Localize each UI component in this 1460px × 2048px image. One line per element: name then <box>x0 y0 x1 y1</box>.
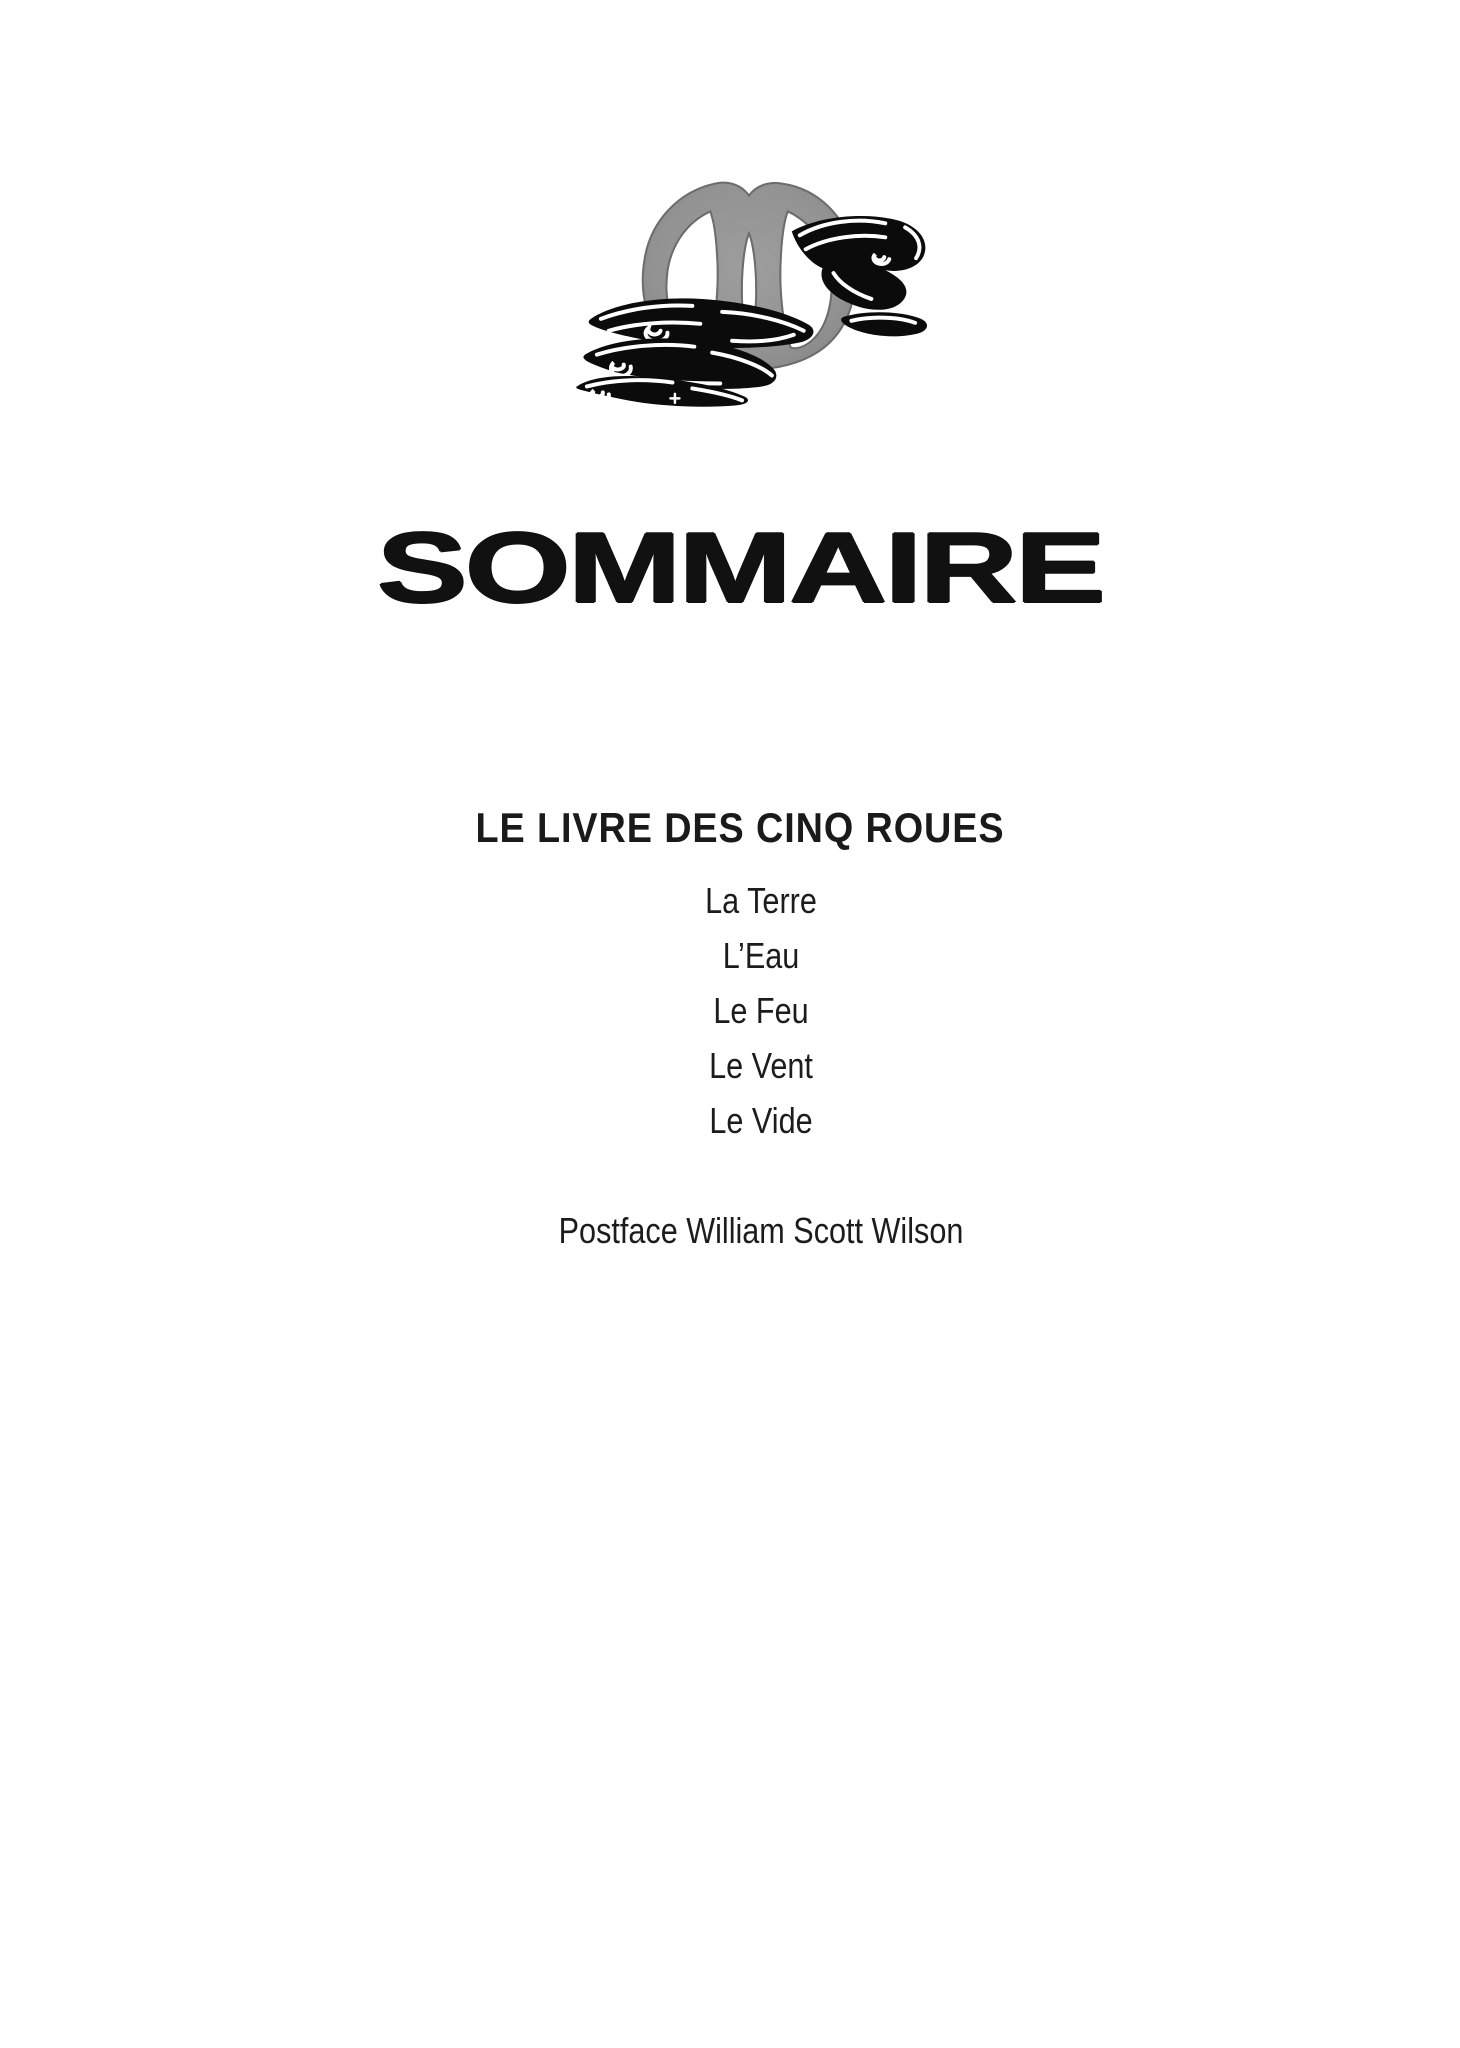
page-title: SOMMAIRE <box>376 512 1104 624</box>
book-title: LE LIVRE DES CINQ ROUES <box>475 804 1005 851</box>
postface-line: Postface William Scott Wilson <box>558 1210 964 1251</box>
chapter-item: Le Vide <box>709 1100 813 1141</box>
chapter-list <box>705 873 817 1148</box>
emblem <box>573 171 931 407</box>
chapter-item: La Terre <box>705 880 817 921</box>
chapter-item: Le Vent <box>709 1045 813 1086</box>
chapter-item: Le Feu <box>713 990 809 1031</box>
chapter-item: L’Eau <box>722 935 800 976</box>
tsuba-sword-guard-icon <box>573 171 931 407</box>
